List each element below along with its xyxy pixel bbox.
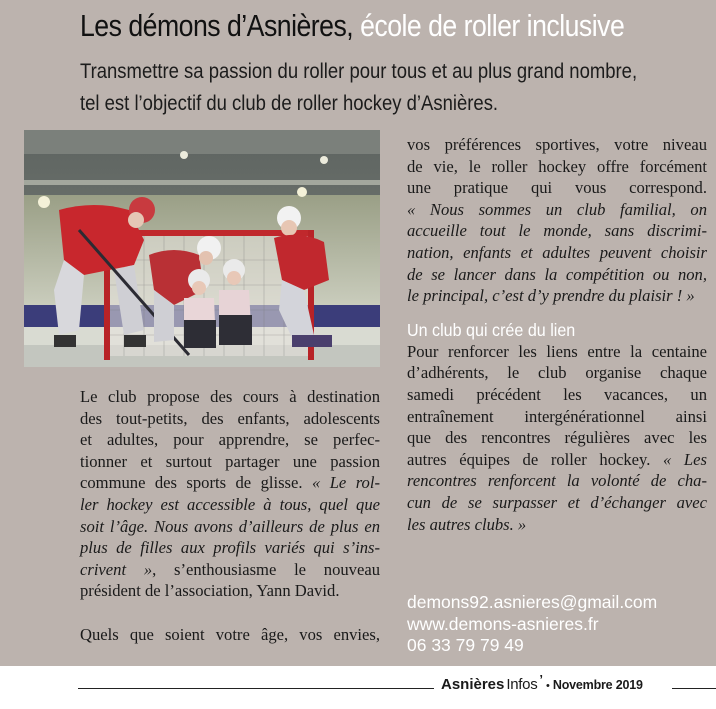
body-line: que des rencontres régulières avec les xyxy=(407,428,707,448)
hockey-team-photo xyxy=(24,130,380,367)
body-line: Pour renforcer les liens entre la centaine xyxy=(407,341,707,361)
quote-line: accueille tout le monde, sans discrimi- xyxy=(407,221,707,241)
article-title xyxy=(80,8,624,44)
quote-line: ler hockey est accessible à tous, quel que xyxy=(80,494,380,514)
body-line: et adultes, pour apprendre, se perfec- xyxy=(80,430,380,450)
quote-text: « Le rol- xyxy=(311,473,380,493)
body-text: , s’enthousiasme le nouveau xyxy=(152,559,380,579)
title-main: Les démons d’Asnières, xyxy=(80,8,361,43)
issue-date: Novembre 2019 xyxy=(552,678,643,692)
body-text: commune des sports de glisse. xyxy=(80,473,303,493)
brand-mark: ’ xyxy=(539,672,544,687)
body-line: président de l’association, Yann David. xyxy=(80,581,340,601)
body-line: Le club propose des cours à destination xyxy=(80,387,380,406)
body-line: d’adhérents, le club organise chaque xyxy=(407,363,707,383)
quote-line: plus de filles aux profils variés qui s’ins- xyxy=(80,538,380,558)
body-line-mixed xyxy=(80,472,380,494)
quote-line: de se lancer dans la compétition ou non, xyxy=(407,264,707,284)
paragraph-gap xyxy=(80,602,380,624)
brand-name-light: Infos xyxy=(506,676,538,693)
section-subheading: Un club qui crée du lien xyxy=(407,319,576,340)
footer-brand xyxy=(441,672,643,694)
quote-line: rencontres renforcent la volonté de cha- xyxy=(407,471,707,491)
contact-phone: 06 33 79 79 49 xyxy=(407,635,524,655)
subtitle-line: Transmettre sa passion du roller pour tous et au plus grand nombre, xyxy=(80,60,638,83)
quote-line: le principal, c’est d’y prendre du plaisir ! » xyxy=(407,286,695,306)
body-line: vos préférences sportives, votre niveau xyxy=(407,135,707,154)
title-accent: école de roller inclusive xyxy=(360,8,625,43)
quote-line: soit l’âge. Nous avons d’ailleurs de plus en xyxy=(80,516,380,536)
quote-text: « Les xyxy=(663,449,707,469)
body-line: de vie, le roller hockey offre forcément xyxy=(407,156,707,176)
footer-rule-left xyxy=(78,688,434,689)
body-line-mixed xyxy=(407,449,707,471)
contact-block xyxy=(407,592,657,657)
contact-website[interactable]: www.demons-asnieres.fr xyxy=(407,613,599,634)
brand-name-bold: Asnières xyxy=(441,676,505,693)
subtitle-line: tel est l’objectif du club de roller hockey d’Asnières. xyxy=(80,92,499,115)
right-column xyxy=(407,134,707,535)
quote-line: cun de se surpasser et d’échanger avec xyxy=(407,492,707,512)
body-line: une pratique qui vous correspond. xyxy=(407,178,707,198)
footer-rule-right xyxy=(672,688,716,689)
section-gap xyxy=(407,307,707,319)
quote-text: crivent » xyxy=(80,559,153,579)
left-column xyxy=(80,386,380,645)
page-footer xyxy=(0,672,716,702)
body-line: Quels que soient votre âge, vos envies, xyxy=(80,624,380,644)
body-text: autres équipes de roller hockey. xyxy=(407,449,651,469)
body-line: tionner et surtout partager une passion xyxy=(80,451,380,471)
body-line: entraînement intergénérationnel ainsi xyxy=(407,406,707,426)
contact-email[interactable]: demons92.asnieres@gmail.com xyxy=(407,592,658,612)
body-line: des tout-petits, des enfants, adolescents xyxy=(80,408,380,428)
body-line: samedi précédent les vacances, un xyxy=(407,384,707,404)
photo-illustration xyxy=(24,130,380,367)
article-subtitle xyxy=(80,56,637,120)
quote-line: nation, enfants et adultes peuvent choisir xyxy=(407,242,707,262)
separator-bullet: • xyxy=(546,680,550,692)
quote-line: les autres clubs. » xyxy=(407,514,527,534)
body-line-mixed xyxy=(80,559,380,581)
quote-line: « Nous sommes un club familial, on xyxy=(407,199,707,219)
